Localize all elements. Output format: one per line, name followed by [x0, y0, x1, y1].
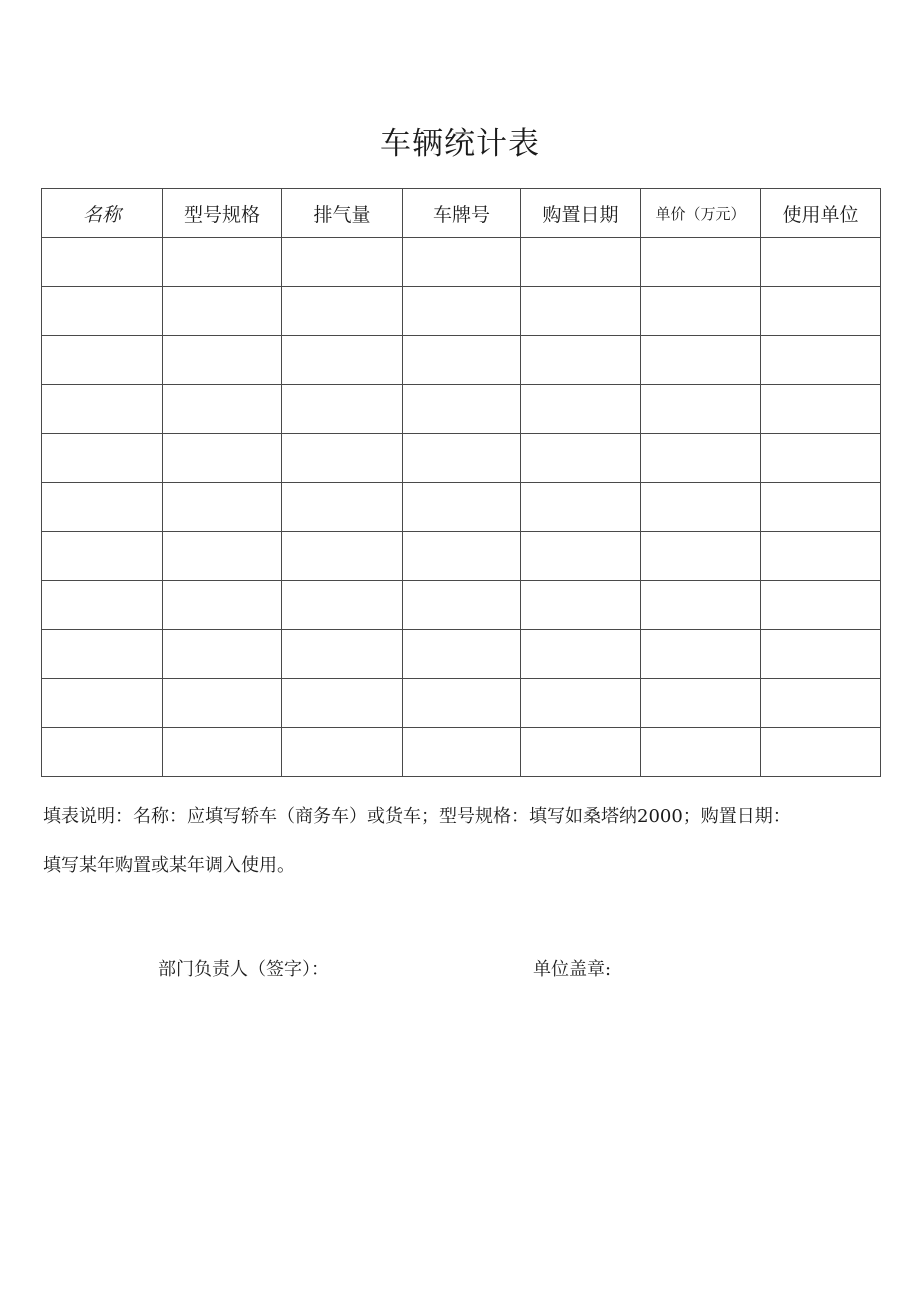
column-header-purchase-date: 购置日期 — [521, 189, 641, 238]
table-cell[interactable] — [641, 434, 761, 483]
table-row — [42, 336, 881, 385]
table-cell[interactable] — [42, 679, 163, 728]
column-header-unit: 使用单位 — [761, 189, 881, 238]
table-cell[interactable] — [641, 385, 761, 434]
table-row — [42, 287, 881, 336]
table-cell[interactable] — [761, 434, 881, 483]
table-row — [42, 679, 881, 728]
table-cell[interactable] — [42, 287, 163, 336]
table-cell[interactable] — [521, 581, 641, 630]
table-cell[interactable] — [521, 630, 641, 679]
table-cell[interactable] — [403, 336, 521, 385]
table-cell[interactable] — [521, 287, 641, 336]
table-cell[interactable] — [163, 238, 282, 287]
table-cell[interactable] — [42, 483, 163, 532]
table-cell[interactable] — [282, 336, 403, 385]
department-head-signature-label: 部门负责人（签字）： — [158, 959, 329, 980]
table-cell[interactable] — [641, 238, 761, 287]
table-cell[interactable] — [163, 434, 282, 483]
page-title: 车辆统计表 — [380, 126, 540, 162]
table-cell[interactable] — [521, 238, 641, 287]
table-cell[interactable] — [761, 287, 881, 336]
table-cell[interactable] — [282, 238, 403, 287]
table-cell[interactable] — [761, 630, 881, 679]
table-cell[interactable] — [761, 728, 881, 777]
table-cell[interactable] — [282, 581, 403, 630]
table-cell[interactable] — [163, 287, 282, 336]
table-cell[interactable] — [761, 679, 881, 728]
table-cell[interactable] — [42, 238, 163, 287]
table-cell[interactable] — [163, 581, 282, 630]
table-cell[interactable] — [403, 728, 521, 777]
table-cell[interactable] — [521, 679, 641, 728]
table-cell[interactable] — [282, 483, 403, 532]
table-cell[interactable] — [403, 581, 521, 630]
table-cell[interactable] — [761, 483, 881, 532]
column-header-price: 单价（万元） — [641, 189, 761, 238]
column-header-name: 名称 — [42, 189, 163, 238]
table-cell[interactable] — [42, 336, 163, 385]
table-cell[interactable] — [163, 532, 282, 581]
table-row — [42, 238, 881, 287]
column-header-plate: 车牌号 — [403, 189, 521, 238]
table-cell[interactable] — [403, 385, 521, 434]
table-row — [42, 581, 881, 630]
table-cell[interactable] — [521, 385, 641, 434]
table-row — [42, 434, 881, 483]
table-row — [42, 630, 881, 679]
table-cell[interactable] — [641, 287, 761, 336]
table-cell[interactable] — [641, 630, 761, 679]
table-cell[interactable] — [282, 630, 403, 679]
table-cell[interactable] — [761, 532, 881, 581]
table-cell[interactable] — [163, 483, 282, 532]
table-cell[interactable] — [521, 434, 641, 483]
table-cell[interactable] — [403, 679, 521, 728]
table-cell[interactable] — [163, 679, 282, 728]
table-cell[interactable] — [42, 581, 163, 630]
table-cell[interactable] — [761, 581, 881, 630]
table-row — [42, 728, 881, 777]
table-cell[interactable] — [403, 630, 521, 679]
table-cell[interactable] — [403, 434, 521, 483]
table-cell[interactable] — [282, 287, 403, 336]
table-cell[interactable] — [282, 728, 403, 777]
table-cell[interactable] — [641, 581, 761, 630]
unit-seal-label: 单位盖章: — [533, 959, 612, 980]
table-cell[interactable] — [403, 287, 521, 336]
column-header-model: 型号规格 — [163, 189, 282, 238]
table-cell[interactable] — [641, 679, 761, 728]
table-cell[interactable] — [282, 385, 403, 434]
table-cell[interactable] — [761, 238, 881, 287]
table-cell[interactable] — [42, 532, 163, 581]
table-header-row — [42, 189, 881, 238]
table-body — [42, 238, 881, 777]
table-cell[interactable] — [163, 630, 282, 679]
table-cell[interactable] — [403, 238, 521, 287]
table-cell[interactable] — [641, 728, 761, 777]
table-cell[interactable] — [403, 483, 521, 532]
table-cell[interactable] — [641, 483, 761, 532]
table-cell[interactable] — [163, 728, 282, 777]
table-cell[interactable] — [42, 630, 163, 679]
table-cell[interactable] — [42, 728, 163, 777]
table-cell[interactable] — [761, 336, 881, 385]
table-cell[interactable] — [761, 385, 881, 434]
instructions-line-2: 填写某年购置或某年调入使用。 — [43, 855, 295, 876]
table-row — [42, 483, 881, 532]
instructions-line-1: 填表说明：名称：应填写轿车（商务车）或货车；型号规格：填写如桑塔纳2000；购置日期： — [43, 806, 791, 827]
table-cell[interactable] — [42, 434, 163, 483]
table-cell[interactable] — [403, 532, 521, 581]
table-cell[interactable] — [641, 336, 761, 385]
table-cell[interactable] — [521, 336, 641, 385]
table-row — [42, 532, 881, 581]
table-cell[interactable] — [163, 336, 282, 385]
table-cell[interactable] — [521, 532, 641, 581]
table-cell[interactable] — [42, 385, 163, 434]
table-cell[interactable] — [282, 679, 403, 728]
table-cell[interactable] — [282, 532, 403, 581]
table-cell[interactable] — [521, 483, 641, 532]
table-row — [42, 385, 881, 434]
table-cell[interactable] — [641, 532, 761, 581]
table-cell[interactable] — [163, 385, 282, 434]
column-header-displacement: 排气量 — [282, 189, 403, 238]
table-cell[interactable] — [521, 728, 641, 777]
vehicle-table — [41, 188, 881, 777]
table-cell[interactable] — [282, 434, 403, 483]
